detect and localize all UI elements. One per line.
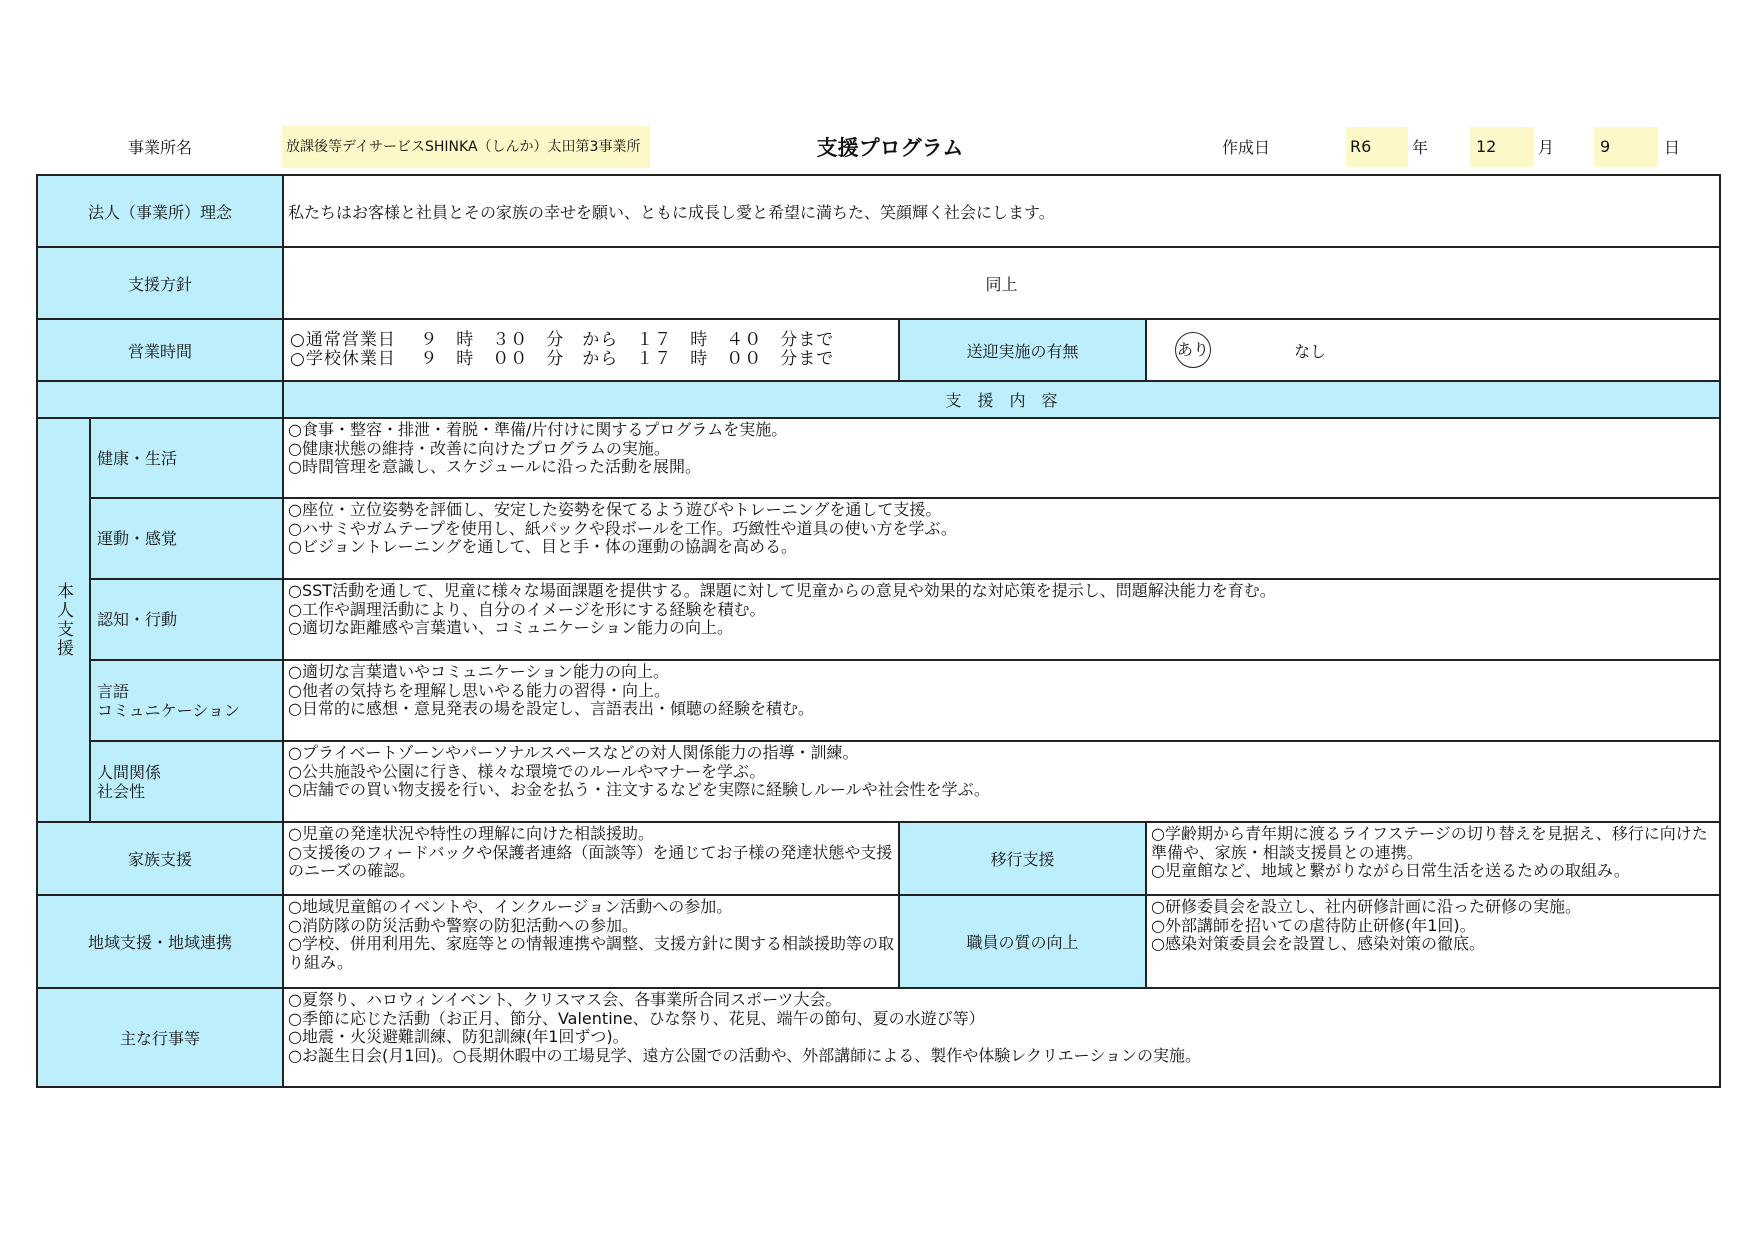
community-support-text [283,895,899,988]
philosophy-label: 法人（事業所）理念 [37,175,283,247]
family-transition-row [37,822,1720,895]
label-line: 言語 [97,681,130,701]
staff-quality-text [1146,895,1720,988]
self-support-item-label: 認知・行動 [90,579,283,660]
hours-row [37,319,1720,381]
self-support-label [37,418,90,822]
content-line: ○季節に応じた活動（お正月、節分、Valentine、ひな祭り、花見、端午の節句、夏の水遊び等） [288,1008,985,1028]
office-name-value: 放課後等デイサービスSHINKA（しんか）太田第3事業所 [282,126,650,168]
content-line: ○児童館など、地域と繋がりながら日常生活を送るための取組み。 [1151,861,1630,880]
content-line: ○研修委員会を設立し、社内研修計画に沿った研修の実施。 [1151,897,1581,916]
family-support-label: 家族支援 [37,822,283,895]
page-title: 支援プログラム [816,136,964,160]
content-header: 支 援 内 容 [283,381,1720,418]
content-line: ○消防隊の防災活動や警察の防犯活動への参加。 [288,915,638,935]
content-line: ○公共施設や公園に行き、様々な環境でのルールやマナーを学ぶ。 [288,761,766,781]
day-unit: 日 [1664,138,1681,157]
self-support-item-label: 健康・生活 [90,418,283,498]
content-line: ○工作や調理活動により、自分のイメージを形にする経験を積む。 [288,599,766,619]
label-line: 人間関係 [97,762,162,782]
content-line: ○プライベートゾーンやパーソナルスペースなどの対人関係能力の指導・訓練。 [288,743,859,762]
self-support-item-text [283,741,1720,822]
self-support-row [37,498,1720,579]
office-name-label: 事業所名 [128,138,193,157]
transition-support-label: 移行支援 [899,822,1146,895]
hours-label: 営業時間 [37,319,283,381]
transition-support-text [1146,822,1720,895]
self-support-item-text [283,418,1720,498]
content-header-row [37,381,1720,418]
content-line: ○地震・火災避難訓練、防犯訓練(年1回ずつ)。 [288,1027,629,1046]
content-line: ○SST活動を通して、児童に様々な場面課題を提供する。課題に対して児童からの意見や効果的な対応策を提示し、問題解決能力を育む。 [288,581,1276,600]
content-line: ○日常的に感想・意見発表の場を設定し、言語表出・傾聴の経験を積む。 [288,699,814,718]
day-field: 9 [1594,127,1658,167]
label-line: コミュニケーション [97,700,241,720]
family-support-text [283,822,899,895]
support-program-table [36,174,1721,1088]
content-line: ○感染対策委員会を設置し、感染対策の徹底。 [1151,934,1485,953]
self-support-row [37,741,1720,822]
created-date-label: 作成日 [1222,138,1271,157]
content-header-blank [37,381,283,418]
transport-label: 送迎実施の有無 [899,319,1146,381]
philosophy-row [37,175,1720,247]
self-support-row [37,418,1720,498]
content-line: ○他者の気持ちを理解し思いやる能力の習得・向上。 [288,680,670,700]
content-line: ○児童の発達状況や特性の理解に向けた相談援助。 [288,824,654,843]
hours-values [283,319,899,381]
self-support-row [37,579,1720,660]
label-line: 社会性 [97,781,146,801]
policy-label: 支援方針 [37,247,283,319]
content-line: ○お誕生日会(月1回)。○長期休暇中の工場見学、遠方公園での活動や、外部講師による、製作や体験レクリエーションの実施。 [288,1045,1202,1065]
self-support-item-text [283,498,1720,579]
policy-row [37,247,1720,319]
events-label: 主な行事等 [37,988,283,1087]
content-line: ○適切な言葉遣いやコミュニケーション能力の向上。 [288,662,670,681]
community-support-label: 地域支援・地域連携 [37,895,283,988]
content-line: ○学齢期から青年期に渡るライフステージの切り替えを見据え、移行に向けた準備や、家族・相談支援員との連携。 [1151,824,1708,862]
events-row [37,988,1720,1087]
self-support-item-text [283,660,1720,741]
content-line: ○外部講師を招いての虐待防止研修(年1回)。 [1151,915,1476,935]
policy-text: 同上 [283,247,1720,319]
content-line: ○適切な距離感や言葉遣い、コミュニケーション能力の向上。 [288,618,734,637]
events-text [283,988,1720,1087]
month-field: 12 [1470,127,1534,167]
year-unit: 年 [1412,138,1429,157]
content-line: ○学校、併用利用先、家庭等との情報連携や調整、支援方針に関する相談援助等の取り組み。 [288,934,894,972]
self-support-item-label [90,660,283,741]
content-line: ○ハサミやガムテープを使用し、紙パックや段ボールを工作。巧緻性や道具の使い方を学ぶ。 [288,518,957,538]
self-support-item-label: 運動・感覚 [90,498,283,579]
self-support-row [37,660,1720,741]
transport-options [1146,319,1720,381]
transport-yes-circled: あり [1175,332,1211,368]
self-support-vertical-label: 本人支援 [53,582,73,658]
philosophy-text: 私たちはお客様と社員とその家族の幸せを願い、ともに成長し愛と希望に満ちた、笑顔輝く社会にします。 [283,175,1720,247]
content-line: ○店舗での買い物支援を行い、お金を払う・注文するなどを実際に経験しルールや社会性を学ぶ。 [288,780,990,799]
content-line: ○ビジョントレーニングを通して、目と手・体の運動の協調を高める。 [288,537,798,556]
era-year-field: R6 [1346,127,1408,167]
weekday-hours: ○通常営業日 ９ 時 ３０ 分 から １７ 時 ４０ 分まで [290,330,835,350]
content-line: ○座位・立位姿勢を評価し、安定した姿勢を保てるよう遊びやトレーニングを通して支援。 [288,500,942,519]
self-support-item-label [90,741,283,822]
content-line: ○夏祭り、ハロウィンイベント、クリスマス会、各事業所合同スポーツ大会。 [288,990,842,1009]
content-line: ○食事・整容・排泄・着脱・準備/片付けに関するプログラムを実施。 [288,420,788,439]
community-staff-row [37,895,1720,988]
holiday-hours: ○学校休業日 ９ 時 ００ 分 から １７ 時 ００ 分まで [290,349,835,369]
transport-no: なし [1294,341,1327,361]
content-line: ○地域児童館のイベントや、インクルージョン活動への参加。 [288,897,733,916]
content-line: ○健康状態の維持・改善に向けたプログラムの実施。 [288,438,670,458]
month-unit: 月 [1538,138,1555,157]
self-support-item-text [283,579,1720,660]
content-line: ○時間管理を意識し、スケジュールに沿った活動を展開。 [288,457,702,476]
staff-quality-label: 職員の質の向上 [899,895,1146,988]
content-line: ○支援後のフィードバックや保護者連絡（面談等）を通じてお子様の発達状態や支援のニーズの確認。 [288,842,893,880]
